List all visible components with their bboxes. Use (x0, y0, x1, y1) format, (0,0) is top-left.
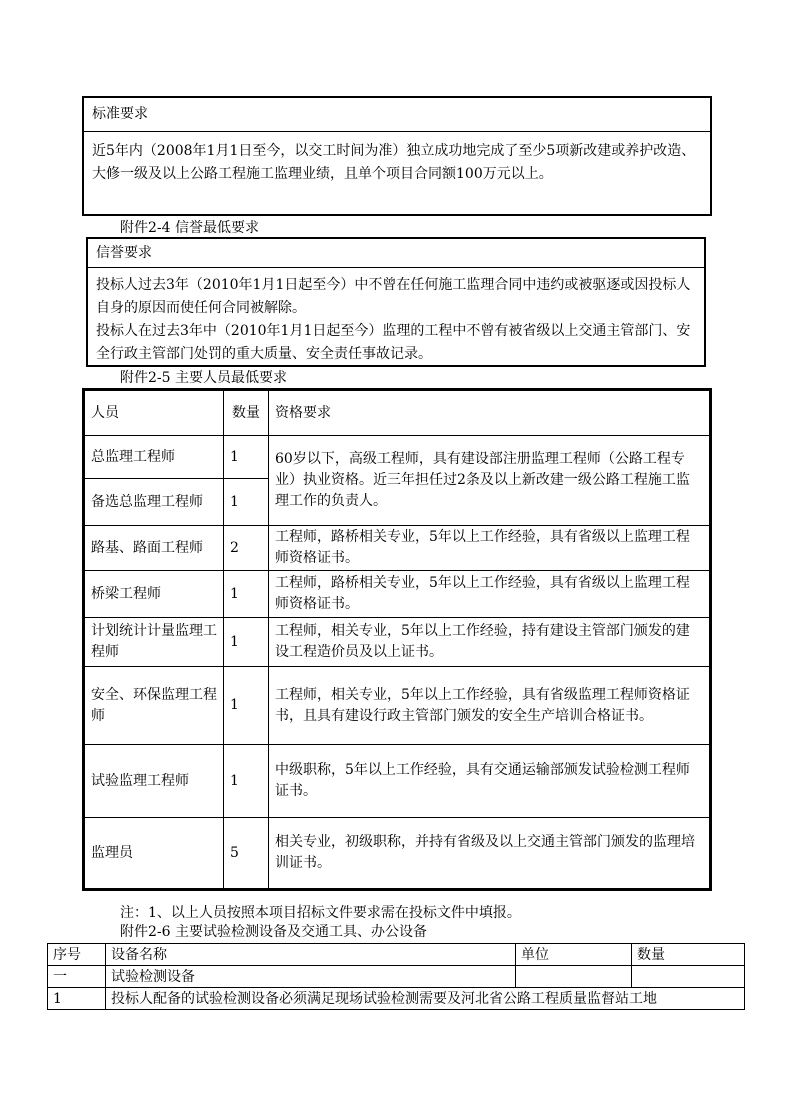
table-row (84, 745, 711, 818)
personnel-note: 注：1、以上人员按照本项目招标文件要求需在投标文件中填报。 (120, 905, 521, 921)
role-cell: 安全、环保监理工程师 (84, 667, 224, 745)
equipment-name-cell: 投标人配备的试验检测设备必须满足现场试验检测需要及河北省公路工程质量监督站工地 (106, 988, 745, 1010)
qty-cell: 1 (224, 745, 269, 818)
qty-cell: 1 (224, 667, 269, 745)
header-role: 人员 (84, 390, 224, 436)
qty-cell: 1 (224, 618, 269, 667)
quantity-cell (632, 966, 745, 988)
role-cell: 监理员 (84, 818, 224, 890)
qty-cell: 1 (224, 436, 269, 479)
header-qty: 数量 (224, 390, 269, 436)
table-row (84, 618, 711, 667)
requirement-cell: 工程师，相关专业，5年以上工作经验，持有建设主管部门颁发的建设工程造价员及以上证书。 (269, 618, 711, 667)
caption-appendix-2-5: 附件2-5 主要人员最低要求 (120, 370, 287, 386)
role-cell: 备选总监理工程师 (84, 479, 224, 526)
serial-no-cell: 一 (48, 966, 106, 988)
equipment-header-row (48, 944, 745, 966)
unit-cell (516, 966, 632, 988)
header-unit: 单位 (516, 944, 632, 966)
qty-cell: 5 (224, 818, 269, 890)
role-cell: 总监理工程师 (84, 436, 224, 479)
standard-requirement-text: 近5年内（2008年1月1日至今，以交工时间为准）独立成功地完成了至少5项新改建或养护改造、大修一级及以上公路工程施工监理业绩，且单个项目合同额100万元以上。 (92, 143, 696, 182)
requirement-cell: 中级职称，5年以上工作经验，具有交通运输部颁发试验检测工程师证书。 (269, 745, 711, 818)
caption-appendix-2-4: 附件2-4 信誉最低要求 (120, 220, 259, 236)
role-cell: 试验监理工程师 (84, 745, 224, 818)
header-quantity: 数量 (632, 944, 745, 966)
personnel-table (82, 388, 712, 891)
qty-cell: 1 (224, 571, 269, 618)
header-requirement: 资格要求 (269, 390, 711, 436)
requirement-cell: 工程师，路桥相关专业，5年以上工作经验，具有省级以上监理工程师资格证书。 (269, 571, 711, 618)
equipment-name-cell: 试验检测设备 (106, 966, 516, 988)
table-row (48, 966, 745, 988)
role-cell: 桥梁工程师 (84, 571, 224, 618)
serial-no-cell: 1 (48, 988, 106, 1010)
table-row (48, 988, 745, 1010)
requirement-cell: 相关专业，初级职称，并持有省级及以上交通主管部门颁发的监理培训证书。 (269, 818, 711, 890)
credit-requirement-paragraph-2: 投标人在过去3年中（2010年1月1日起至今）监理的工程中不曾有被省级以上交通主管部门、安全行政主管部门处罚的重大质量、安全责任事故记录。 (96, 323, 691, 362)
requirement-cell-merged: 60岁以下，高级工程师，具有建设部注册监理工程师（公路工程专业）执业资格。近三年担任过2条及以上新改建一级公路工程施工监理工作的负责人。 (269, 436, 711, 526)
credit-requirement-paragraph-1: 投标人过去3年（2010年1月1日起至今）中不曾在任何施工监理合同中违约或被驱逐或因投标人自身的原因而使任何合同被解除。 (96, 277, 691, 316)
caption-appendix-2-6: 附件2-6 主要试验检测设备及交通工具、办公设备 (120, 924, 427, 940)
standard-requirement-box (82, 96, 712, 216)
equipment-table (47, 943, 745, 1010)
qty-cell: 2 (224, 526, 269, 571)
personnel-header-row (84, 390, 711, 436)
table-row (84, 571, 711, 618)
table-row (84, 818, 711, 890)
role-cell: 计划统计计量监理工程师 (84, 618, 224, 667)
table-row (84, 667, 711, 745)
table-row (84, 436, 711, 479)
header-serial-no: 序号 (48, 944, 106, 966)
role-cell: 路基、路面工程师 (84, 526, 224, 571)
requirement-cell: 工程师，路桥相关专业，5年以上工作经验，具有省级以上监理工程师资格证书。 (269, 526, 711, 571)
header-equipment-name: 设备名称 (106, 944, 516, 966)
credit-requirement-header: 信誉要求 (88, 239, 704, 268)
qty-cell: 1 (224, 479, 269, 526)
table-row (84, 526, 711, 571)
credit-requirement-box (86, 237, 706, 367)
standard-requirement-header: 标准要求 (84, 98, 710, 132)
requirement-cell: 工程师，相关专业，5年以上工作经验，具有省级监理工程师资格证书，且具有建设行政主管部门颁发的安全生产培训合格证书。 (269, 667, 711, 745)
